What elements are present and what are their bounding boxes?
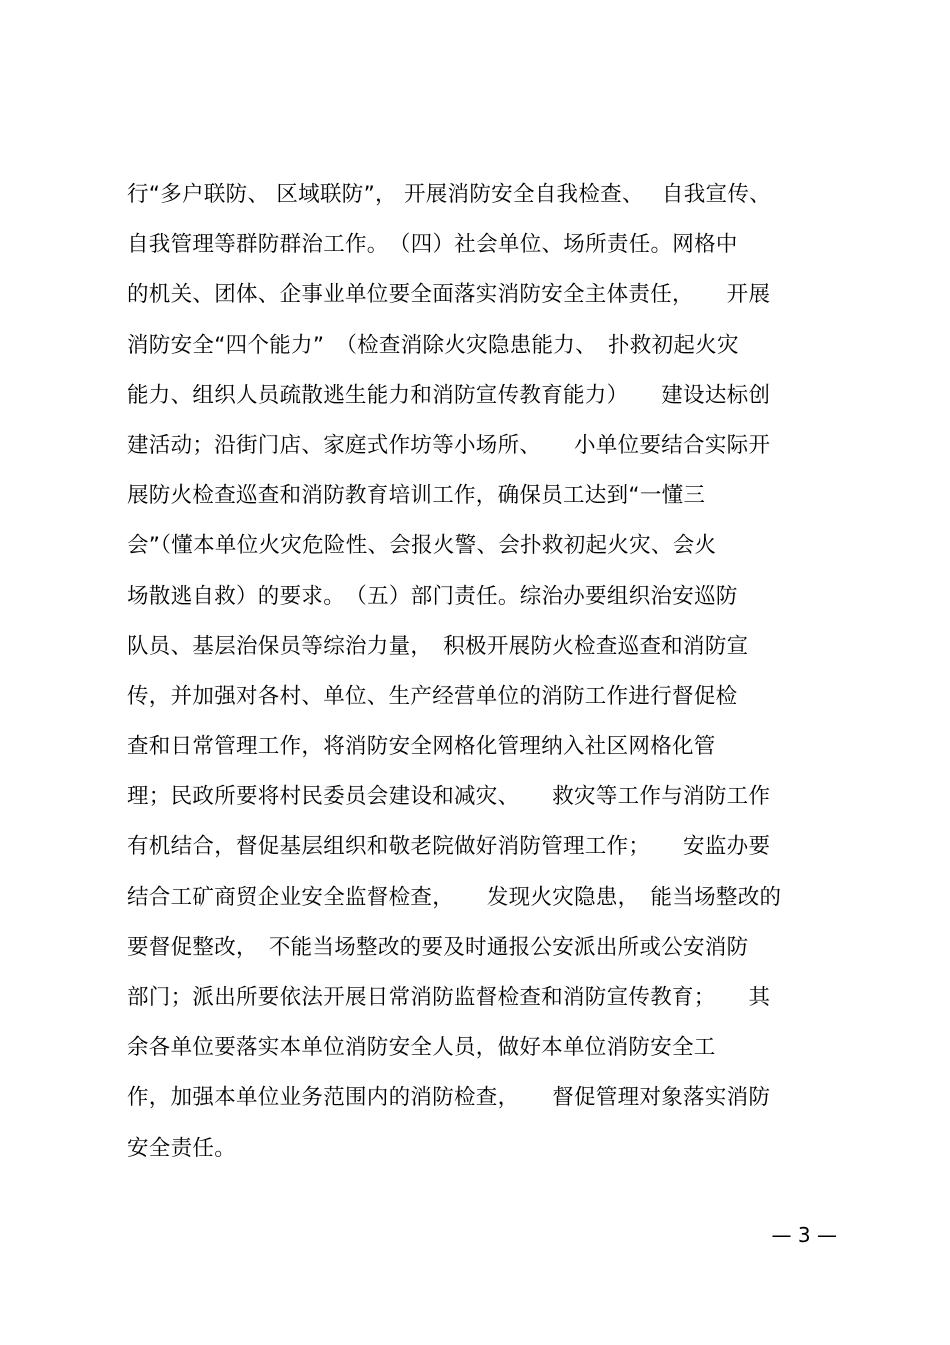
text-line: 结合工矿商贸企业安全监督检查， 发现火灾隐患， 能当场整改的 — [127, 884, 782, 910]
text-line: 作，加强本单位业务范围内的消防检查， 督促管理对象落实消防 — [127, 1085, 771, 1111]
text-line: 场散逃自救）的要求。 （五）部门责任。综治办要组织治安巡防 — [127, 583, 738, 609]
text-line: 展防火检查巡查和消防教育培训工作，确保员工达到“一懂三 — [127, 483, 706, 509]
text-line: 行“多户联防、 区域联防”， 开展消防安全自我检查、 自我宣传、 — [127, 182, 771, 207]
text-line: 理；民政所要将村民委员会建设和减灾、 救灾等工作与消防工作 — [127, 784, 771, 810]
text-line: 安全责任。 — [127, 1135, 237, 1161]
text-line: 自我管理等群防群治工作。 （四）社会单位、场所责任。网格中 — [127, 232, 738, 258]
text-line: 要督促整改， 不能当场整改的要及时通报公安派出所或公安消防 — [127, 934, 749, 960]
text-line: 建活动；沿街门店、家庭式作坊等小场所、 小单位要结合实际开 — [127, 432, 771, 458]
text-line: 会”（懂本单位火灾危险性、会报火警、会扑救初起火灾、会火 — [127, 533, 717, 559]
text-line: 查和日常管理工作，将消防安全网格化管理纳入社区网格化管 — [127, 734, 716, 760]
text-line: 队员、基层治保员等综治力量， 积极开展防火检查巡查和消防宣 — [127, 633, 749, 659]
text-line: 消防安全“四个能力” （检查消除火灾隐患能力、 扑救初起火灾 — [127, 332, 739, 358]
text-line: 部门；派出所要依法开展日常消防监督检查和消防宣传教育； 其 — [127, 985, 771, 1010]
text-line: 能力、组织人员疏散逃生能力和消防宣传教育能力） 建设达标创 — [127, 382, 771, 408]
text-line: 传，并加强对各村、单位、生产经营单位的消防工作进行督促检 — [127, 683, 738, 709]
body-text — [127, 170, 837, 1174]
page-number: — 3 — — [771, 1223, 837, 1247]
text-line: 的机关、团体、企事业单位要全面落实消防安全主体责任， 开展 — [127, 282, 771, 308]
text-line: 有机结合，督促基层组织和敬老院做好消防管理工作； 安监办要 — [127, 834, 771, 860]
text-line: 余各单位要落实本单位消防安全人员，做好本单位消防安全工 — [127, 1035, 716, 1061]
